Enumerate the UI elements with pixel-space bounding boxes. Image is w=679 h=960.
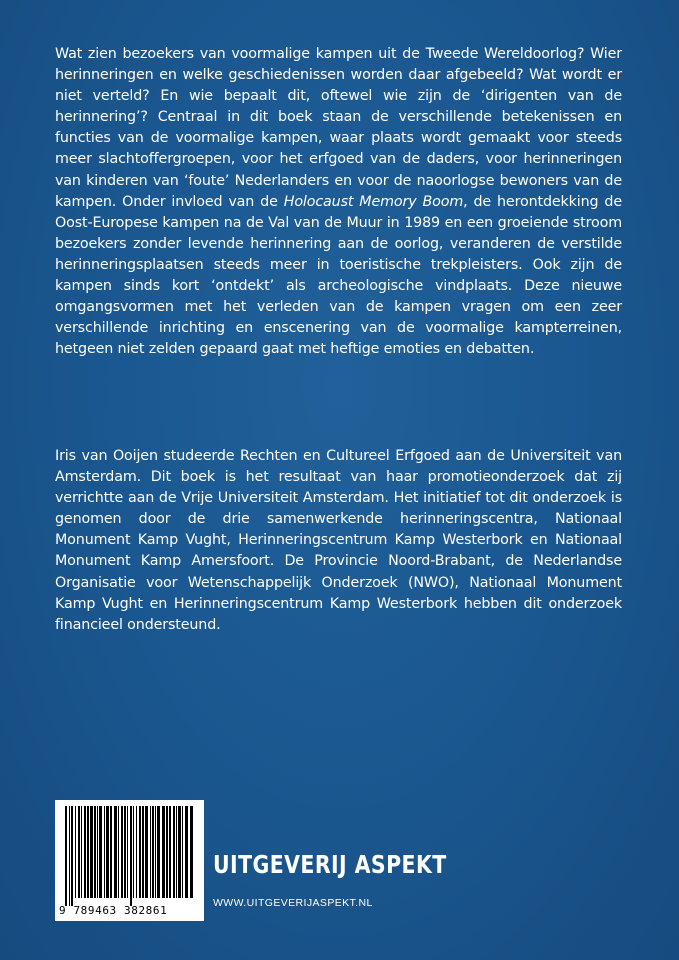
isbn-barcode <box>55 800 204 921</box>
barcode-bar <box>139 806 141 898</box>
author-paragraph: Iris van Ooijen studeerde Rechten en Cultureel Erfgoed aan de Universiteit van Amsterdam. Dit boek is het resultaat van haar promotieonderzoek dat zij verrichtte aan de Vrije Universiteit Amsterdam. Het initiatief tot dit onderzoek is genomen door de drie samenwerkende herinneringscentra, Nationaal Monument Kamp Vught, Herinneringscentrum Kamp Westerbork en Nationaal Monument Kamp Amersfoort. De Provincie Noord-Brabant, de Nederlandse Organisatie voor Wetenschappelijk Onderzoek (NWO), Nationaal Monument Kamp Vught en Herinneringscentrum Kamp Westerbork hebben dit onderzoek financieel ondersteund. <box>55 448 622 633</box>
publisher-url[interactable]: WWW.UITGEVERIJASPEKT.NL <box>213 897 373 909</box>
barcode-bar <box>136 806 137 898</box>
barcode-bar <box>150 806 151 898</box>
barcode-bar <box>104 806 105 898</box>
description-text-start: Wat zien bezoekers van voormalige kampen uit de Tweede Wereldoorlog? Wier herinneringen en welke geschiedenissen worden daar afgebeeld? Wat wordt er niet verteld? En wie bepaalt dit, oftewel wie zijn de ‘dirigenten van de herinnering’? Centraal in dit boek staan de verschillende betekenissen en functies van de voormalige kampen, waar plaats wordt gemaakt voor steeds meer slachtoffergroepen, voor het erfgoed van de daders, voor herinneringen van kinderen van ‘foute’ Nederlanders en voor de naoorlogse bewoners van de kampen. Onder invloed van de <box>55 46 622 210</box>
isbn-digits: 9 789463 382861 <box>59 904 168 917</box>
barcode-bar <box>114 806 117 898</box>
barcode-bar <box>152 806 154 898</box>
barcode-bar <box>145 806 148 898</box>
barcode-bar <box>81 806 82 898</box>
barcode-bar <box>78 806 80 898</box>
barcode-bar <box>133 806 134 898</box>
barcode-bar <box>87 806 89 898</box>
barcode-bar <box>65 806 67 906</box>
barcode-bar <box>130 806 132 906</box>
barcode-bar <box>142 806 144 898</box>
barcode-bar <box>157 806 160 898</box>
barcode-bar <box>155 806 156 898</box>
description-paragraph <box>55 44 622 360</box>
barcode-bar <box>75 806 76 898</box>
barcode-bar <box>169 806 171 898</box>
barcode-bar <box>69 806 70 906</box>
barcode-bar <box>106 806 109 898</box>
barcode-bar <box>84 806 86 898</box>
barcode-bar <box>166 806 168 898</box>
description-text-end: , de herontdekking de Oost-Europese kampen na de Val van de Muur in 1989 en een groeiende stroom bezoekers zonder levende herinnering aan de oorlog, veranderen de verstilde herinneringsplaatsen steeds meer in toeristische trekpleisters. Ook zijn de kampen sinds kort ‘ontdekt’ als archeologische vindplaats. Deze nieuwe omgangsvormen met het verleden van de kampen vragen om een zeer verschillende inrichting en enscenering van de voormalige kampterreinen, hetgeen niet zelden gepaard gaat met heftige emoties en debatten. <box>55 193 622 358</box>
publisher-logo: UITGEVERIJ ASPEKT <box>213 850 447 879</box>
barcode-bar <box>90 806 93 898</box>
barcode-bar <box>71 806 73 906</box>
barcode-bar <box>173 806 175 898</box>
barcode-bar <box>124 806 126 898</box>
barcode-bar <box>110 806 112 898</box>
barcode-bar <box>99 806 102 898</box>
barcode-bar <box>97 806 98 898</box>
description-italic-term: Holocaust Memory Boom <box>283 193 464 210</box>
barcode-bar <box>185 806 188 898</box>
barcode-bar <box>182 806 183 898</box>
barcode-bar <box>121 806 123 898</box>
barcode-bar <box>178 806 181 898</box>
barcode-bar <box>118 806 119 898</box>
barcode-bar <box>190 806 193 898</box>
barcode-bar <box>162 806 165 898</box>
barcode-bar <box>127 806 128 898</box>
barcode-bar <box>94 806 96 898</box>
barcode-bars <box>55 800 204 921</box>
barcode-bar <box>176 806 177 898</box>
